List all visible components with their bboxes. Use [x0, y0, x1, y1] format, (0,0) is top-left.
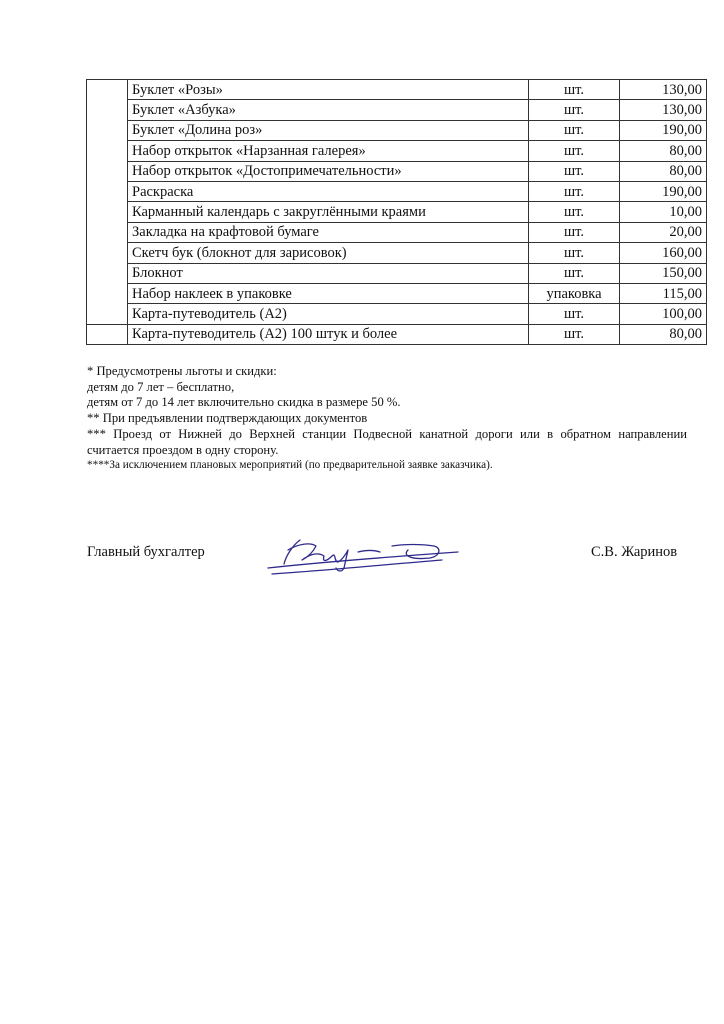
item-name: Карта-путеводитель (А2) 100 штук и более [128, 324, 529, 344]
item-price: 190,00 [620, 181, 707, 201]
signature-stroke [272, 560, 442, 574]
item-price: 20,00 [620, 222, 707, 242]
item-name: Набор открыток «Нарзанная галерея» [128, 141, 529, 161]
signer-title: Главный бухгалтер [87, 544, 205, 560]
table-row [87, 324, 707, 344]
item-name: Буклет «Азбука» [128, 100, 529, 120]
signer-name: С.В. Жаринов [591, 544, 678, 560]
item-name: Набор открыток «Достопримечательности» [128, 161, 529, 181]
footnote-line: ** При предъявлении подтверждающих документов [87, 411, 368, 426]
table-row [87, 222, 707, 242]
table-row [87, 263, 707, 283]
item-unit: шт. [529, 222, 620, 242]
table-row [87, 304, 707, 324]
item-price: 190,00 [620, 120, 707, 140]
item-price: 80,00 [620, 161, 707, 181]
item-price: 160,00 [620, 243, 707, 263]
table-row [87, 181, 707, 201]
footnote-line: ****За исключением плановых мероприятий (по предварительной заявке заказчика). [87, 459, 493, 472]
row-number-cell [87, 80, 128, 325]
item-price: 150,00 [620, 263, 707, 283]
table-row [87, 80, 707, 100]
item-name: Раскраска [128, 181, 529, 201]
table-row [87, 141, 707, 161]
signature-stroke [288, 544, 348, 571]
item-unit: шт. [529, 243, 620, 263]
item-unit: шт. [529, 181, 620, 201]
signature-strokes [268, 540, 458, 574]
item-price: 80,00 [620, 324, 707, 344]
handwritten-signature [262, 532, 462, 578]
item-name: Карта-путеводитель (А2) [128, 304, 529, 324]
footnote-line: детям до 7 лет – бесплатно, [87, 379, 235, 394]
footnote-line: детям от 7 до 14 лет включительно скидка в размере 50 %. [87, 395, 401, 410]
price-table [86, 79, 707, 345]
item-unit: шт. [529, 324, 620, 344]
item-name: Закладка на крафтовой бумаге [128, 222, 529, 242]
item-price: 80,00 [620, 141, 707, 161]
footnote-line: *** Проезд от Нижней до Верхней станции Подвесной канатной дороги или в обратном направлении считается проездом в одну сторону. [87, 426, 687, 457]
table-row [87, 161, 707, 181]
item-unit: шт. [529, 141, 620, 161]
signature-stroke [268, 552, 458, 568]
item-name: Буклет «Долина роз» [128, 120, 529, 140]
table-row [87, 100, 707, 120]
item-unit: упаковка [529, 283, 620, 303]
item-name: Буклет «Розы» [128, 80, 529, 100]
item-price: 115,00 [620, 283, 707, 303]
table-row [87, 243, 707, 263]
item-unit: шт. [529, 100, 620, 120]
item-price: 10,00 [620, 202, 707, 222]
item-name: Набор наклеек в упаковке [128, 283, 529, 303]
item-name: Блокнот [128, 263, 529, 283]
item-unit: шт. [529, 120, 620, 140]
footnote-line: * Предусмотрены льготы и скидки: [87, 364, 277, 378]
item-price: 130,00 [620, 100, 707, 120]
table-row [87, 202, 707, 222]
footnotes [87, 364, 687, 474]
item-name: Карманный календарь с закруглёнными краями [128, 202, 529, 222]
item-price: 100,00 [620, 304, 707, 324]
item-name: Скетч бук (блокнот для зарисовок) [128, 243, 529, 263]
item-unit: шт. [529, 202, 620, 222]
item-unit: шт. [529, 161, 620, 181]
item-unit: шт. [529, 80, 620, 100]
row-number-cell [87, 324, 128, 344]
signature-stroke [358, 551, 380, 553]
item-unit: шт. [529, 304, 620, 324]
table-row [87, 120, 707, 140]
signature-stroke [284, 540, 300, 564]
item-unit: шт. [529, 263, 620, 283]
table-row [87, 283, 707, 303]
item-price: 130,00 [620, 80, 707, 100]
